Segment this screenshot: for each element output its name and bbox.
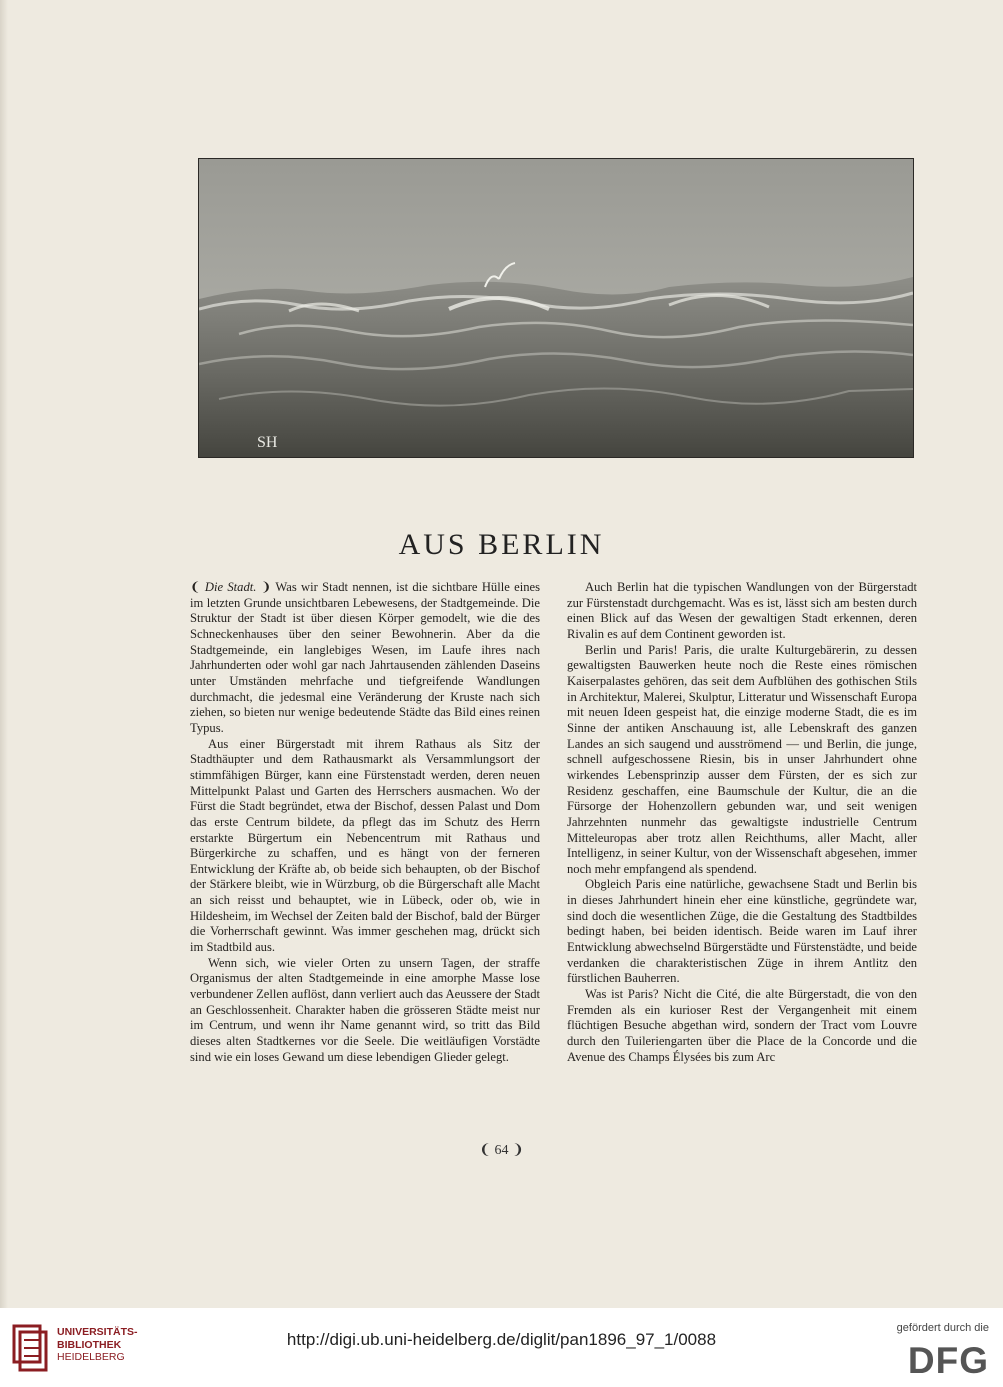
paragraph: Berlin und Paris! Paris, die uralte Kulturgebärerin, zu dessen gewaltigsten Bauwerken heute noch die Reste eines römischen Kaiserpalastes gehören, das seit dem Aufblühen des gothischen Stils in Architektur, Malerei, Skulptur, Litteratur und Wissenschaft Europa mit neuen Ideen gespeist hat, die einzige moderne Stadt, die es im Sinne der antiken Anschauung ist, alle Lebenskraft des ganzen Landes an sich saugend und ausströmend — und Berlin, die junge, schnell aufgeschossene Riesin, bis in unser Jahrhundert ohne wirkendes Lebensprinzip ausser dem Fürsten, der es sich zur Residenz geschaffen, eine Baumschule der Kultur, die an die Fürsorge der Hohenzollern gebunden war, und seit wenigen Jahrzehnten nunmehr das gewaltigste industrielle Centrum Mitteleuropas aber trotz allen Reichthums, aller Macht, aller Intelligenz, in seiner Kultur, von der Wissenschaft abgesehen, immer noch mehr empfangend als spendend.: [567, 642, 917, 876]
library-line-2: BIBLIOTHEK: [57, 1338, 122, 1351]
sea-waves-drawing: [199, 159, 913, 457]
ornament-close: ❩: [260, 580, 272, 594]
paragraph: Obgleich Paris eine natürliche, gewachsene Stadt und Berlin bis in dieses Jahrhundert hinein eher eine künstliche, gegründete war, sind doch die wesentlichen Züge, die die Gestaltung des Stadtbildes bedingt haben, bei beiden identisch. Beide waren im Lauf ihrer Entwicklung abwechselnd Bürgerstädte und Fürstenstädte, und beide verdanken die charakteristischen Züge in ihrem Antlitz den fürstlichen Bauherren.: [567, 877, 917, 986]
permalink-url[interactable]: http://digi.ub.uni-heidelberg.de/diglit/pan1896_97_1/0088: [286, 1330, 717, 1349]
artist-monogram: SH: [257, 434, 278, 451]
sea-illustration: [198, 158, 914, 458]
paragraph-text: Was wir Stadt nennen, ist die sichtbare Hülle eines im letzten Grunde unsichtbaren Lebewesens, der Stadtgemeinde. Die Struktur der Stadt ist über diesen Körper gemodelt, wie die des Schneckenhauses über den seiner Bewohnerin. Aber da die Stadtgemeinde, ein langlebiges Wesen, im Laufe ihres nach Jahrhunderten oder wohl gar nach Jahrtausenden zählenden Daseins unter Umständen mehrfache und tiefgreifende Wandlungen durchmacht, die jedesmal eine Veränderung der Kruste nach sich ziehen, so bieten nur wenige bedeutende Städte das Bild eines reinen Typus.: [190, 580, 540, 735]
section-heading: Die Stadt.: [204, 580, 257, 594]
funding-note: gefördert durch die: [896, 1322, 989, 1334]
paragraph: Wenn sich, wie vieler Orten zu unsern Tagen, der straffe Organismus der alten Stadtgemeinde in eine amorphe Masse lose verbundener Zellen auflöst, dann verliert auch das Aeussere der Stadt an Geschlossenheit. Charakter haben die grösseren Städte meist nur im Centrum, und wenn ihr Name genannt wird, so tritt das Bild dieses alten Stadtkernes vor die Seele. Die weitläufigen Vorstädte sind wie ein loses Gewand um diese lebendigen Glieder gelegt.: [190, 955, 540, 1064]
left-column: [190, 580, 540, 1065]
paragraph: Aus einer Bürgerstadt mit ihrem Rathaus als Sitz der Stadthäupter und dem Rathausmarkt als Versammlungsort der stimmfähigen Bürger, kann eine Fürstenstadt werden, deren neuen Mittelpunkt Palast und Garten des Herrschers ausmachen. Wo der Fürst die Stadt begründet, etwa der Bischof, dessen Palast und Dom das erste Centrum bildete, da pflegt das im Schutz des Herrn erstarkte Bürgertum ein Nebencentrum mit Rathaus und Bürgerkirche zu schaffen, und es hängt von der ferneren Entwicklung der Kräfte ab, ob beide sich behaupten, ob der Bischof der Stärkere bleibt, wie in Würzburg, ob die Bürgerschaft alle Macht an sich reisst und behauptet, wie in Lübeck, oder ob, wie in Hildesheim, im Wechsel der Zeiten bald der Bischof, bald der Bürger die Vorherrschaft gewinnt. Was immer geschehen mag, drückt sich im Stadtbild aus.: [190, 736, 540, 955]
page-number: ❨ 64 ❩: [479, 1143, 524, 1158]
ornament-open: ❨: [190, 580, 201, 594]
page-edge-shadow: [0, 0, 8, 1310]
footer-bar: [0, 1308, 1003, 1387]
paragraph: Was ist Paris? Nicht die Cité, die alte Bürgerstadt, die von den Fremden als ein kurioser Rest der Vergangenheit mit einem flüchtigen Besuche abgethan wird, sondern der Tract vom Louvre durch den Tuileriengarten über die Place de la Concorde und die Avenue des Champs Élysées bis zum Arc: [567, 987, 917, 1064]
paragraph: [190, 580, 540, 737]
paragraph: Auch Berlin hat die typischen Wandlungen von der Bürgerstadt zur Fürstenstadt durchgemacht. Was es ist, lässt sich am besten durch einen Blick auf das Wesen der gewaltigen Stadt erkennen, deren Rivalin es auf dem Continent geworden ist.: [567, 580, 917, 641]
library-line-1: UNIVERSITÄTS-: [57, 1326, 138, 1338]
library-line-3: HEIDELBERG: [57, 1351, 125, 1363]
right-column: [567, 580, 917, 1065]
dfg-logo[interactable]: DFG: [907, 1340, 989, 1381]
article-title: AUS BERLIN: [398, 528, 605, 561]
